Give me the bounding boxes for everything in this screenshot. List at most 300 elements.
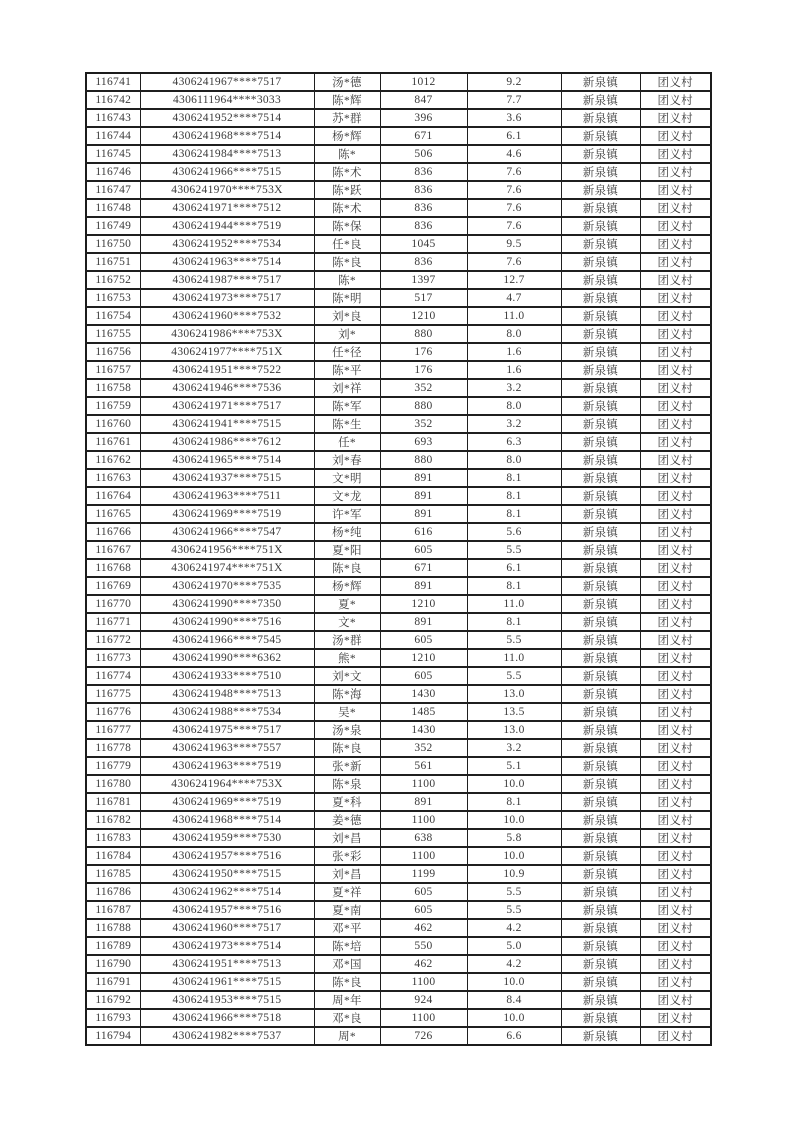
rate-cell: 11.0 (467, 307, 561, 325)
serial-number-cell: 116755 (86, 325, 140, 343)
town-cell: 新泉镇 (561, 307, 640, 325)
town-cell: 新泉镇 (561, 523, 640, 541)
village-cell: 团义村 (640, 577, 711, 595)
village-cell: 团义村 (640, 289, 711, 307)
village-cell: 团义村 (640, 379, 711, 397)
serial-number-cell: 116756 (86, 343, 140, 361)
village-cell: 团义村 (640, 559, 711, 577)
serial-number-cell: 116771 (86, 613, 140, 631)
village-cell: 团义村 (640, 451, 711, 469)
person-name-cell: 任* (314, 433, 380, 451)
rate-cell: 8.1 (467, 505, 561, 523)
town-cell: 新泉镇 (561, 865, 640, 883)
town-cell: 新泉镇 (561, 199, 640, 217)
rate-cell: 5.6 (467, 523, 561, 541)
person-name-cell: 周*年 (314, 991, 380, 1009)
serial-number-cell: 116793 (86, 1009, 140, 1027)
serial-number-cell: 116744 (86, 127, 140, 145)
rate-cell: 3.2 (467, 415, 561, 433)
table-row (86, 631, 711, 649)
masked-id-number-cell: 4306241952****7534 (140, 235, 314, 253)
serial-number-cell: 116762 (86, 451, 140, 469)
amount-cell: 605 (380, 631, 467, 649)
town-cell: 新泉镇 (561, 397, 640, 415)
serial-number-cell: 116781 (86, 793, 140, 811)
masked-id-number-cell: 4306241970****7535 (140, 577, 314, 595)
masked-id-number-cell: 4306241969****7519 (140, 793, 314, 811)
rate-cell: 5.5 (467, 883, 561, 901)
rate-cell: 3.2 (467, 379, 561, 397)
amount-cell: 891 (380, 487, 467, 505)
town-cell: 新泉镇 (561, 613, 640, 631)
amount-cell: 1210 (380, 595, 467, 613)
table-row (86, 415, 711, 433)
person-name-cell: 陈*良 (314, 739, 380, 757)
table-row (86, 1027, 711, 1045)
rate-cell: 5.5 (467, 541, 561, 559)
person-name-cell: 任*径 (314, 343, 380, 361)
rate-cell: 7.6 (467, 163, 561, 181)
table-row (86, 865, 711, 883)
person-name-cell: 刘*祥 (314, 379, 380, 397)
roster-table-body (86, 73, 711, 1045)
amount-cell: 836 (380, 253, 467, 271)
table-row (86, 703, 711, 721)
village-cell: 团义村 (640, 901, 711, 919)
serial-number-cell: 116750 (86, 235, 140, 253)
person-name-cell: 陈*泉 (314, 775, 380, 793)
town-cell: 新泉镇 (561, 775, 640, 793)
amount-cell: 1045 (380, 235, 467, 253)
town-cell: 新泉镇 (561, 721, 640, 739)
person-name-cell: 刘*春 (314, 451, 380, 469)
table-row (86, 541, 711, 559)
masked-id-number-cell: 4306241975****7517 (140, 721, 314, 739)
masked-id-number-cell: 4306241988****7534 (140, 703, 314, 721)
town-cell: 新泉镇 (561, 811, 640, 829)
town-cell: 新泉镇 (561, 451, 640, 469)
village-cell: 团义村 (640, 703, 711, 721)
amount-cell: 847 (380, 91, 467, 109)
village-cell: 团义村 (640, 991, 711, 1009)
table-row (86, 145, 711, 163)
town-cell: 新泉镇 (561, 487, 640, 505)
town-cell: 新泉镇 (561, 253, 640, 271)
town-cell: 新泉镇 (561, 937, 640, 955)
rate-cell: 5.0 (467, 937, 561, 955)
table-row (86, 307, 711, 325)
person-name-cell: 刘*昌 (314, 829, 380, 847)
amount-cell: 561 (380, 757, 467, 775)
village-cell: 团义村 (640, 433, 711, 451)
person-name-cell: 刘*昌 (314, 865, 380, 883)
village-cell: 团义村 (640, 793, 711, 811)
town-cell: 新泉镇 (561, 739, 640, 757)
table-row (86, 181, 711, 199)
town-cell: 新泉镇 (561, 991, 640, 1009)
town-cell: 新泉镇 (561, 829, 640, 847)
amount-cell: 880 (380, 397, 467, 415)
serial-number-cell: 116778 (86, 739, 140, 757)
amount-cell: 1100 (380, 775, 467, 793)
town-cell: 新泉镇 (561, 361, 640, 379)
town-cell: 新泉镇 (561, 127, 640, 145)
rate-cell: 12.7 (467, 271, 561, 289)
village-cell: 团义村 (640, 1009, 711, 1027)
masked-id-number-cell: 4306241968****7514 (140, 127, 314, 145)
masked-id-number-cell: 4306241946****7536 (140, 379, 314, 397)
rate-cell: 7.6 (467, 253, 561, 271)
town-cell: 新泉镇 (561, 469, 640, 487)
serial-number-cell: 116761 (86, 433, 140, 451)
town-cell: 新泉镇 (561, 145, 640, 163)
serial-number-cell: 116786 (86, 883, 140, 901)
village-cell: 团义村 (640, 757, 711, 775)
serial-number-cell: 116752 (86, 271, 140, 289)
amount-cell: 1430 (380, 721, 467, 739)
rate-cell: 7.6 (467, 217, 561, 235)
masked-id-number-cell: 4306241933****7510 (140, 667, 314, 685)
person-name-cell: 吴* (314, 703, 380, 721)
masked-id-number-cell: 4306241950****7515 (140, 865, 314, 883)
table-row (86, 235, 711, 253)
amount-cell: 693 (380, 433, 467, 451)
table-row (86, 937, 711, 955)
masked-id-number-cell: 4306241968****7514 (140, 811, 314, 829)
serial-number-cell: 116766 (86, 523, 140, 541)
masked-id-number-cell: 4306241977****751X (140, 343, 314, 361)
table-row (86, 577, 711, 595)
rate-cell: 8.1 (467, 469, 561, 487)
table-row (86, 811, 711, 829)
village-cell: 团义村 (640, 487, 711, 505)
amount-cell: 1199 (380, 865, 467, 883)
person-name-cell: 邓*平 (314, 919, 380, 937)
person-name-cell: 陈*生 (314, 415, 380, 433)
table-row (86, 343, 711, 361)
town-cell: 新泉镇 (561, 289, 640, 307)
amount-cell: 671 (380, 127, 467, 145)
town-cell: 新泉镇 (561, 649, 640, 667)
town-cell: 新泉镇 (561, 163, 640, 181)
masked-id-number-cell: 4306241970****753X (140, 181, 314, 199)
rate-cell: 13.5 (467, 703, 561, 721)
masked-id-number-cell: 4306241966****7518 (140, 1009, 314, 1027)
masked-id-number-cell: 4306241956****751X (140, 541, 314, 559)
person-name-cell: 夏*祥 (314, 883, 380, 901)
person-name-cell: 陈* (314, 145, 380, 163)
rate-cell: 5.5 (467, 901, 561, 919)
serial-number-cell: 116784 (86, 847, 140, 865)
village-cell: 团义村 (640, 163, 711, 181)
amount-cell: 1100 (380, 811, 467, 829)
masked-id-number-cell: 4306241941****7515 (140, 415, 314, 433)
village-cell: 团义村 (640, 865, 711, 883)
masked-id-number-cell: 4306241948****7513 (140, 685, 314, 703)
rate-cell: 7.7 (467, 91, 561, 109)
town-cell: 新泉镇 (561, 235, 640, 253)
amount-cell: 891 (380, 505, 467, 523)
town-cell: 新泉镇 (561, 559, 640, 577)
rate-cell: 11.0 (467, 595, 561, 613)
town-cell: 新泉镇 (561, 757, 640, 775)
table-row (86, 163, 711, 181)
table-row (86, 901, 711, 919)
town-cell: 新泉镇 (561, 901, 640, 919)
person-name-cell: 陈*良 (314, 973, 380, 991)
masked-id-number-cell: 4306241982****7537 (140, 1027, 314, 1045)
town-cell: 新泉镇 (561, 433, 640, 451)
masked-id-number-cell: 4306241990****7516 (140, 613, 314, 631)
serial-number-cell: 116760 (86, 415, 140, 433)
serial-number-cell: 116757 (86, 361, 140, 379)
village-cell: 团义村 (640, 181, 711, 199)
masked-id-number-cell: 4306241960****7517 (140, 919, 314, 937)
amount-cell: 1430 (380, 685, 467, 703)
amount-cell: 550 (380, 937, 467, 955)
table-row (86, 847, 711, 865)
person-name-cell: 刘*文 (314, 667, 380, 685)
rate-cell: 10.0 (467, 1009, 561, 1027)
masked-id-number-cell: 4306241952****7514 (140, 109, 314, 127)
village-cell: 团义村 (640, 199, 711, 217)
person-name-cell: 邓*良 (314, 1009, 380, 1027)
table-row (86, 253, 711, 271)
serial-number-cell: 116748 (86, 199, 140, 217)
village-cell: 团义村 (640, 397, 711, 415)
masked-id-number-cell: 4306241961****7515 (140, 973, 314, 991)
serial-number-cell: 116785 (86, 865, 140, 883)
town-cell: 新泉镇 (561, 883, 640, 901)
person-name-cell: 杨*纯 (314, 523, 380, 541)
town-cell: 新泉镇 (561, 379, 640, 397)
amount-cell: 352 (380, 415, 467, 433)
rate-cell: 10.9 (467, 865, 561, 883)
amount-cell: 1210 (380, 649, 467, 667)
masked-id-number-cell: 4306241962****7514 (140, 883, 314, 901)
rate-cell: 1.6 (467, 361, 561, 379)
village-cell: 团义村 (640, 883, 711, 901)
amount-cell: 605 (380, 541, 467, 559)
amount-cell: 891 (380, 793, 467, 811)
serial-number-cell: 116753 (86, 289, 140, 307)
rate-cell: 4.6 (467, 145, 561, 163)
village-cell: 团义村 (640, 469, 711, 487)
rate-cell: 1.6 (467, 343, 561, 361)
rate-cell: 5.5 (467, 631, 561, 649)
table-row (86, 919, 711, 937)
serial-number-cell: 116772 (86, 631, 140, 649)
serial-number-cell: 116775 (86, 685, 140, 703)
masked-id-number-cell: 4306241990****6362 (140, 649, 314, 667)
village-cell: 团义村 (640, 919, 711, 937)
town-cell: 新泉镇 (561, 685, 640, 703)
rate-cell: 10.0 (467, 973, 561, 991)
serial-number-cell: 116776 (86, 703, 140, 721)
person-name-cell: 文* (314, 613, 380, 631)
serial-number-cell: 116794 (86, 1027, 140, 1045)
rate-cell: 10.0 (467, 847, 561, 865)
masked-id-number-cell: 4306241967****7517 (140, 73, 314, 91)
town-cell: 新泉镇 (561, 793, 640, 811)
masked-id-number-cell: 4306241944****7519 (140, 217, 314, 235)
person-name-cell: 任*良 (314, 235, 380, 253)
town-cell: 新泉镇 (561, 955, 640, 973)
serial-number-cell: 116767 (86, 541, 140, 559)
serial-number-cell: 116747 (86, 181, 140, 199)
serial-number-cell: 116779 (86, 757, 140, 775)
person-name-cell: 熊* (314, 649, 380, 667)
table-row (86, 73, 711, 91)
serial-number-cell: 116777 (86, 721, 140, 739)
table-row (86, 1009, 711, 1027)
town-cell: 新泉镇 (561, 415, 640, 433)
masked-id-number-cell: 4306241963****7557 (140, 739, 314, 757)
rate-cell: 9.2 (467, 73, 561, 91)
rate-cell: 7.6 (467, 199, 561, 217)
town-cell: 新泉镇 (561, 217, 640, 235)
village-cell: 团义村 (640, 613, 711, 631)
rate-cell: 8.4 (467, 991, 561, 1009)
rate-cell: 8.0 (467, 397, 561, 415)
town-cell: 新泉镇 (561, 181, 640, 199)
village-cell: 团义村 (640, 829, 711, 847)
town-cell: 新泉镇 (561, 325, 640, 343)
person-name-cell: 姜*德 (314, 811, 380, 829)
serial-number-cell: 116769 (86, 577, 140, 595)
masked-id-number-cell: 4306241986****7612 (140, 433, 314, 451)
amount-cell: 1100 (380, 847, 467, 865)
serial-number-cell: 116764 (86, 487, 140, 505)
person-name-cell: 夏* (314, 595, 380, 613)
serial-number-cell: 116791 (86, 973, 140, 991)
village-cell: 团义村 (640, 955, 711, 973)
table-row (86, 469, 711, 487)
person-name-cell: 周* (314, 1027, 380, 1045)
town-cell: 新泉镇 (561, 1027, 640, 1045)
person-name-cell: 陈*术 (314, 199, 380, 217)
table-row (86, 199, 711, 217)
village-cell: 团义村 (640, 91, 711, 109)
village-cell: 团义村 (640, 721, 711, 739)
masked-id-number-cell: 4306241971****7512 (140, 199, 314, 217)
masked-id-number-cell: 4306241984****7513 (140, 145, 314, 163)
masked-id-number-cell: 4306241965****7514 (140, 451, 314, 469)
amount-cell: 462 (380, 919, 467, 937)
serial-number-cell: 116746 (86, 163, 140, 181)
town-cell: 新泉镇 (561, 541, 640, 559)
serial-number-cell: 116743 (86, 109, 140, 127)
masked-id-number-cell: 4306241966****7545 (140, 631, 314, 649)
table-row (86, 829, 711, 847)
masked-id-number-cell: 4306241969****7519 (140, 505, 314, 523)
rate-cell: 6.6 (467, 1027, 561, 1045)
serial-number-cell: 116773 (86, 649, 140, 667)
person-name-cell: 陈*良 (314, 253, 380, 271)
rate-cell: 8.1 (467, 577, 561, 595)
town-cell: 新泉镇 (561, 631, 640, 649)
table-row (86, 217, 711, 235)
table-row (86, 793, 711, 811)
amount-cell: 605 (380, 901, 467, 919)
village-cell: 团义村 (640, 595, 711, 613)
masked-id-number-cell: 4306241971****7517 (140, 397, 314, 415)
rate-cell: 10.0 (467, 811, 561, 829)
person-name-cell: 陈*军 (314, 397, 380, 415)
amount-cell: 1100 (380, 1009, 467, 1027)
masked-id-number-cell: 4306241951****7513 (140, 955, 314, 973)
table-row (86, 559, 711, 577)
village-cell: 团义村 (640, 145, 711, 163)
masked-id-number-cell: 4306241966****7547 (140, 523, 314, 541)
amount-cell: 506 (380, 145, 467, 163)
village-cell: 团义村 (640, 811, 711, 829)
serial-number-cell: 116789 (86, 937, 140, 955)
masked-id-number-cell: 4306111964****3033 (140, 91, 314, 109)
masked-id-number-cell: 4306241987****7517 (140, 271, 314, 289)
rate-cell: 13.0 (467, 721, 561, 739)
amount-cell: 352 (380, 739, 467, 757)
serial-number-cell: 116774 (86, 667, 140, 685)
serial-number-cell: 116763 (86, 469, 140, 487)
amount-cell: 176 (380, 361, 467, 379)
amount-cell: 176 (380, 343, 467, 361)
table-row (86, 505, 711, 523)
person-name-cell: 文*龙 (314, 487, 380, 505)
village-cell: 团义村 (640, 253, 711, 271)
serial-number-cell: 116741 (86, 73, 140, 91)
masked-id-number-cell: 4306241957****7516 (140, 901, 314, 919)
town-cell: 新泉镇 (561, 1009, 640, 1027)
serial-number-cell: 116788 (86, 919, 140, 937)
person-name-cell: 汤*群 (314, 631, 380, 649)
person-name-cell: 夏*科 (314, 793, 380, 811)
town-cell: 新泉镇 (561, 703, 640, 721)
village-cell: 团义村 (640, 127, 711, 145)
serial-number-cell: 116765 (86, 505, 140, 523)
rate-cell: 8.0 (467, 325, 561, 343)
rate-cell: 5.5 (467, 667, 561, 685)
village-cell: 团义村 (640, 523, 711, 541)
masked-id-number-cell: 4306241951****7522 (140, 361, 314, 379)
amount-cell: 891 (380, 577, 467, 595)
rate-cell: 6.1 (467, 127, 561, 145)
masked-id-number-cell: 4306241973****7517 (140, 289, 314, 307)
person-name-cell: 汤*德 (314, 73, 380, 91)
amount-cell: 1012 (380, 73, 467, 91)
table-row (86, 289, 711, 307)
amount-cell: 517 (380, 289, 467, 307)
village-cell: 团义村 (640, 973, 711, 991)
masked-id-number-cell: 4306241960****7532 (140, 307, 314, 325)
rate-cell: 4.2 (467, 955, 561, 973)
rate-cell: 6.3 (467, 433, 561, 451)
town-cell: 新泉镇 (561, 505, 640, 523)
person-name-cell: 陈*术 (314, 163, 380, 181)
amount-cell: 836 (380, 181, 467, 199)
table-row (86, 433, 711, 451)
person-name-cell: 许*军 (314, 505, 380, 523)
serial-number-cell: 116758 (86, 379, 140, 397)
village-cell: 团义村 (640, 415, 711, 433)
rate-cell: 4.2 (467, 919, 561, 937)
masked-id-number-cell: 4306241963****7519 (140, 757, 314, 775)
village-cell: 团义村 (640, 1027, 711, 1045)
village-cell: 团义村 (640, 685, 711, 703)
amount-cell: 836 (380, 199, 467, 217)
masked-id-number-cell: 4306241990****7350 (140, 595, 314, 613)
rate-cell: 5.8 (467, 829, 561, 847)
